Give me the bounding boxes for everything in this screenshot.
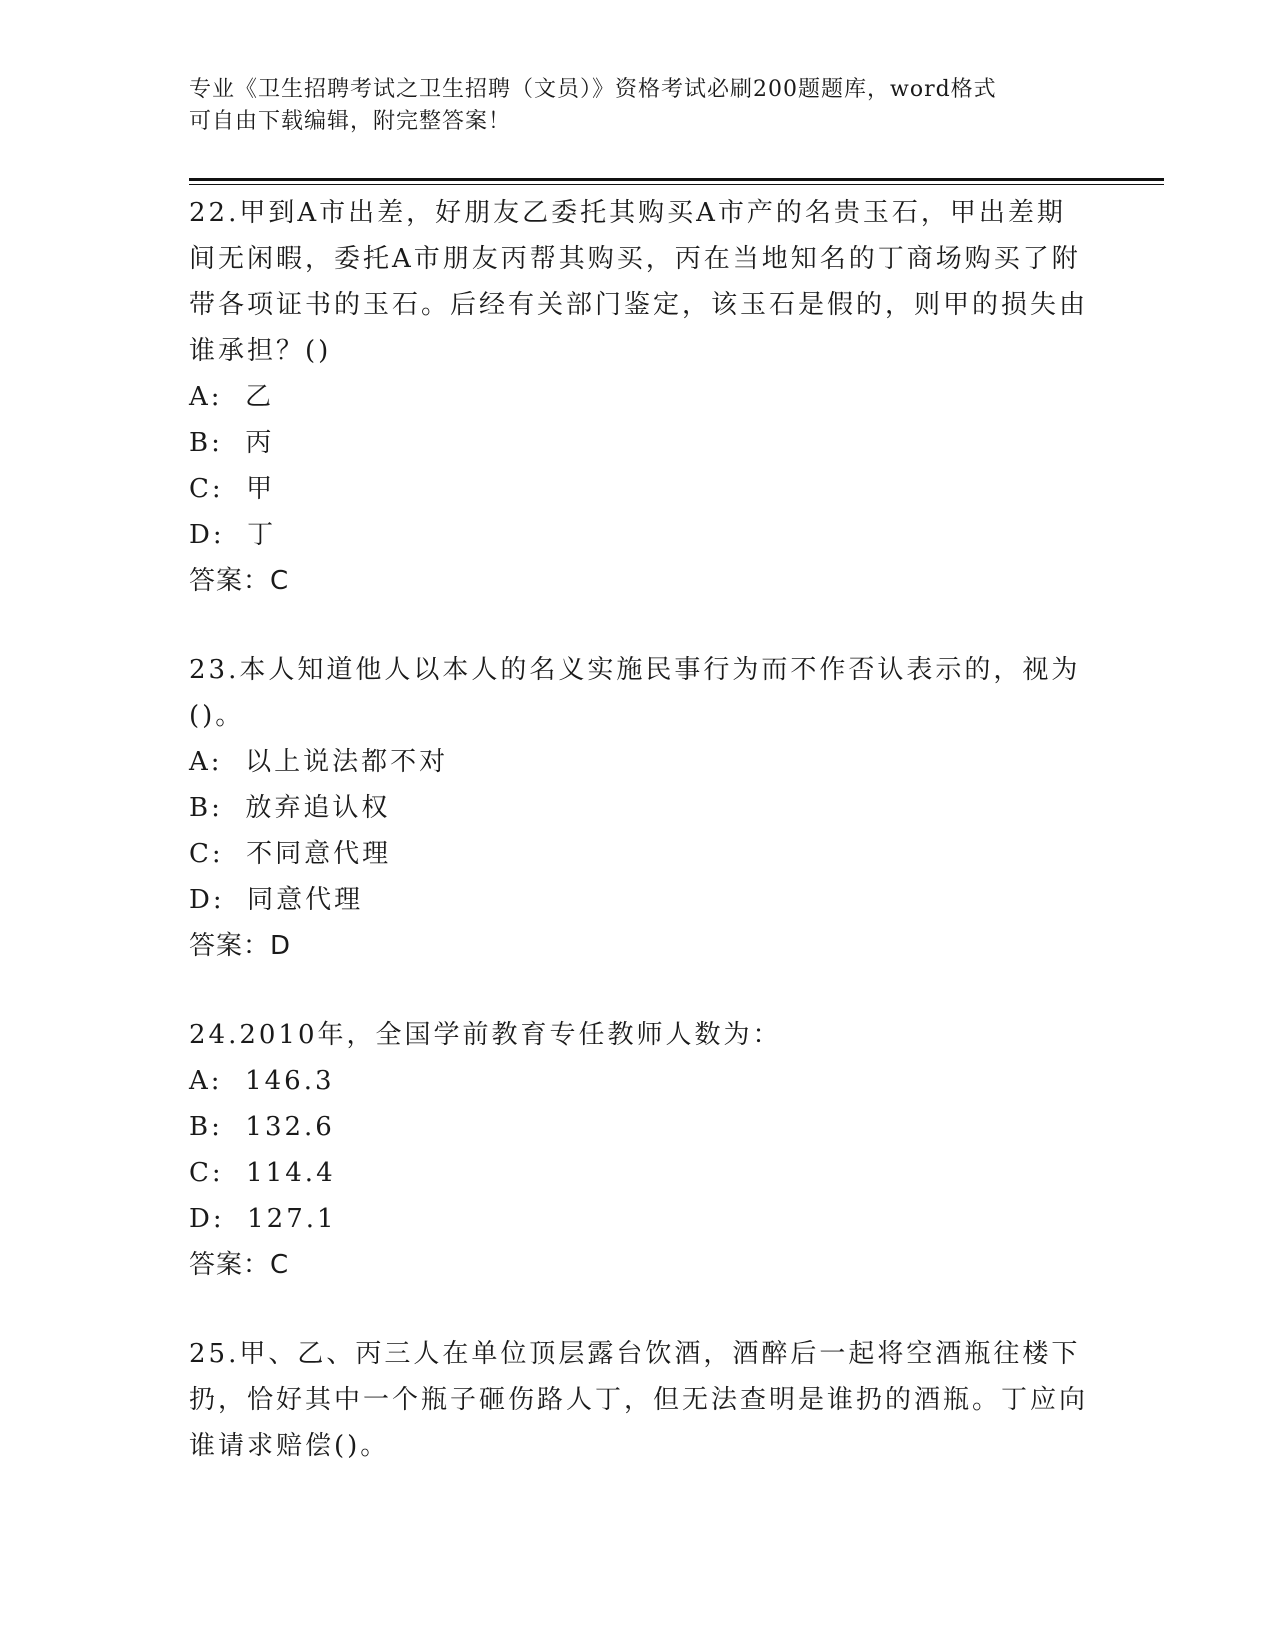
option-c: C: 114.4 <box>189 1158 336 1188</box>
question-stem: 23.本人知道他人以本人的名义实施民事行为而不作否认表示的，视为()。 <box>189 655 1081 731</box>
answer-line: 答案：C <box>189 1250 290 1280</box>
option-a: A: 以上说法都不对 <box>189 747 449 777</box>
question-stem: 24.2010年，全国学前教育专任教师人数为： <box>189 1020 782 1050</box>
question-list <box>189 190 1089 1512</box>
option-d: D: 127.1 <box>189 1204 337 1234</box>
header-rule-thin <box>189 184 1164 185</box>
question-25 <box>189 1331 1089 1469</box>
option-a: A: 146.3 <box>189 1066 335 1096</box>
document-header <box>189 74 1089 138</box>
header-line-1: 专业《卫生招聘考试之卫生招聘（文员）》资格考试必刷200题题库，word格式 <box>189 77 997 102</box>
header-line-2: 可自由下载编辑，附完整答案！ <box>189 109 512 134</box>
option-a: A: 乙 <box>189 382 275 412</box>
option-d: D: 同意代理 <box>189 885 364 915</box>
answer-line: 答案：C <box>189 566 290 596</box>
question-23 <box>189 647 1089 969</box>
question-22 <box>189 190 1089 604</box>
question-stem: 22.甲到A市出差，好朋友乙委托其购买A市产的名贵玉石，甲出差期间无闲暇，委托A市朋友丙帮其购买，丙在当地知名的丁商场购买了附带各项证书的玉石。后经有关部门鉴定，该玉石是假的，则甲的损失由谁承担？() <box>189 198 1089 366</box>
option-b: B: 丙 <box>189 428 275 458</box>
option-b: B: 132.6 <box>189 1112 335 1142</box>
option-c: C: 不同意代理 <box>189 839 392 869</box>
option-c: C: 甲 <box>189 474 276 504</box>
header-rule-thick <box>189 178 1164 181</box>
question-24 <box>189 1012 1089 1288</box>
answer-line: 答案：D <box>189 931 292 961</box>
option-d: D: 丁 <box>189 520 277 550</box>
question-stem: 25.甲、乙、丙三人在单位顶层露台饮酒，酒醉后一起将空酒瓶往楼下扔，恰好其中一个瓶子砸伤路人丁，但无法查明是谁扔的酒瓶。丁应向谁请求赔偿()。 <box>189 1339 1089 1461</box>
option-b: B: 放弃追认权 <box>189 793 391 823</box>
